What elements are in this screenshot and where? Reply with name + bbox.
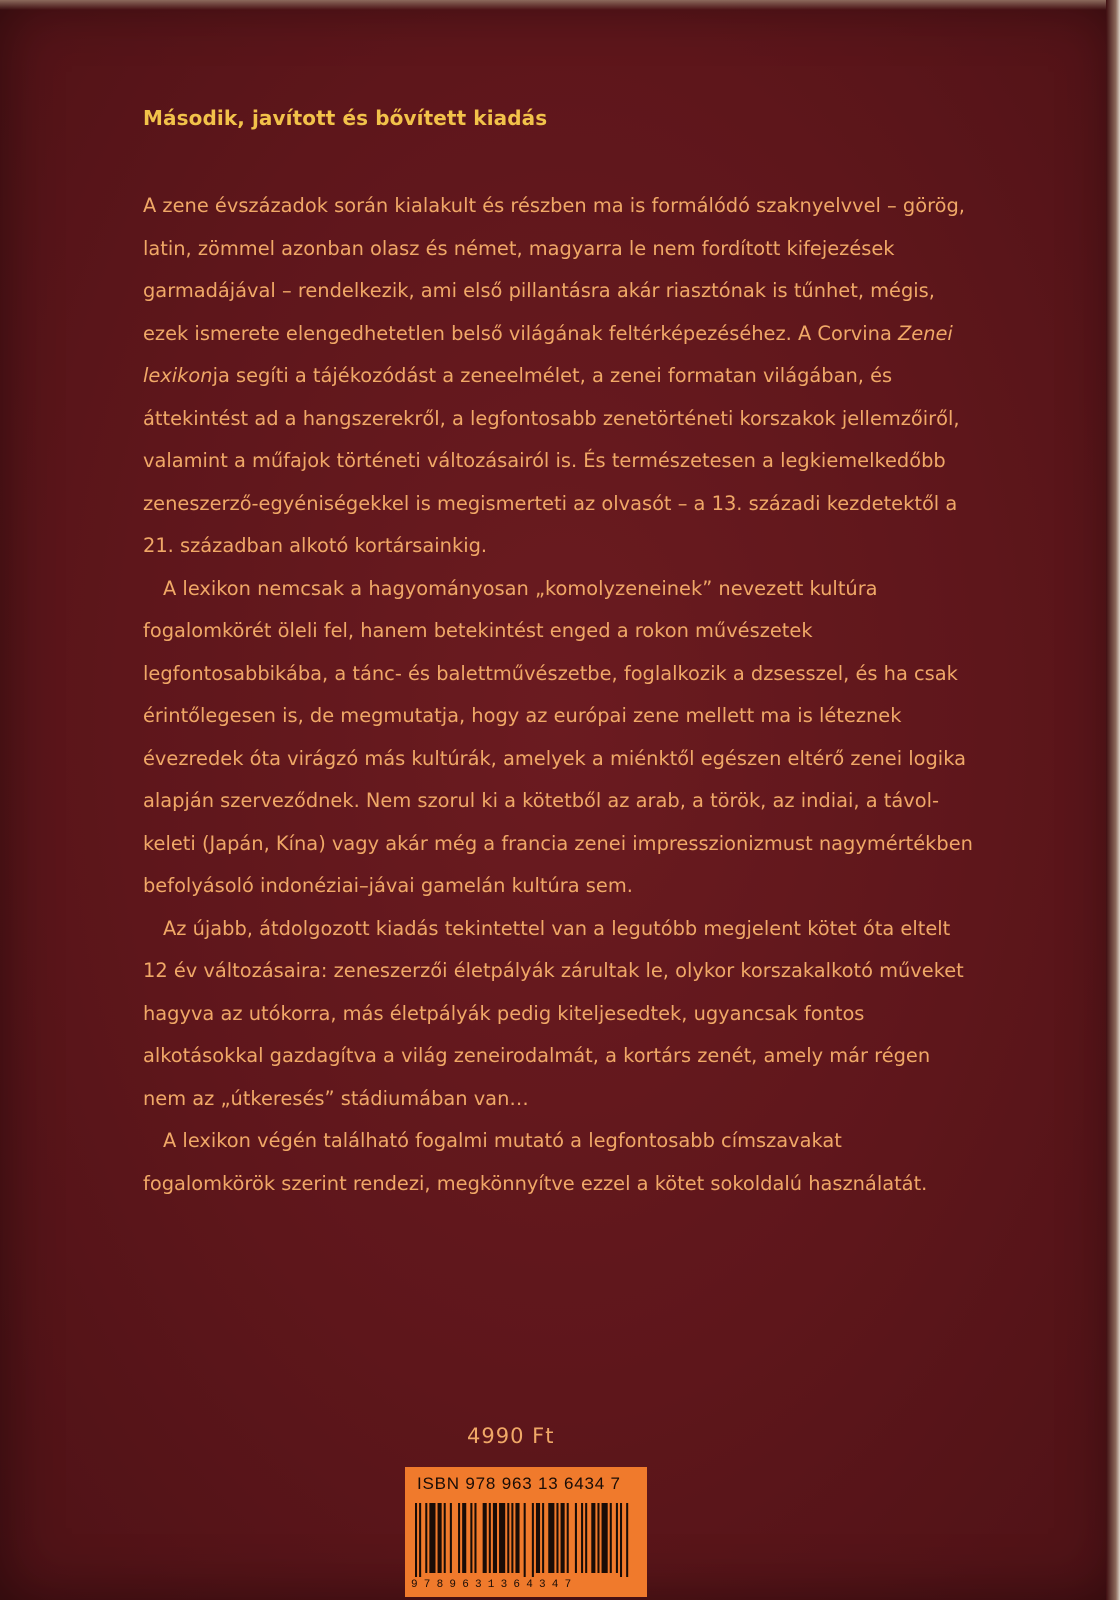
barcode-bar — [450, 1503, 452, 1573]
price-label: 4990 Ft — [467, 1424, 555, 1448]
isbn-number: ISBN 978 963 13 6434 7 — [417, 1474, 621, 1493]
barcode-bar — [444, 1503, 446, 1573]
barcode-bar — [524, 1503, 526, 1577]
barcode-bar — [536, 1503, 540, 1573]
barcode-bar — [591, 1503, 595, 1573]
barcode-bar — [548, 1503, 554, 1573]
barcode-bar — [556, 1503, 558, 1573]
barcode-bar — [483, 1503, 487, 1573]
barcode-bar — [438, 1503, 442, 1573]
lexicon-title: Zenei lexikon — [143, 321, 953, 387]
barcode-bar — [419, 1503, 421, 1577]
barcode-bar — [429, 1503, 435, 1573]
barcode-bar — [458, 1503, 460, 1573]
blurb-paragraph-2: A lexikon nemcsak a hagyományosan „komolyzeneinek” nevezett kultúra fogalomkörét öleli fel, hanem betekintést enged a rokon művészetek legfontosabbikába, a tánc- és balettművészetbe, foglalkozik a dzsesszel, és ha csak érintőlegesen is, de megmutatja, hogy az európai zene mellett ma is léteznek évezredek óta virágzó más kultúrák, amelyek a miénktől egészen eltérő zenei logika alapján szerveződnek. Nem szorul ki a kötetből az arab, a török, az indiai, a távol-keleti (Japán, Kína) vagy akár még a francia zenei impresszionizmust nagymértékben befolyásoló indonéziai–jávai gamelán kultúra sem. — [143, 576, 973, 897]
barcode-bar — [507, 1503, 509, 1573]
barcode-bar — [474, 1503, 476, 1573]
barcode-panel — [405, 1467, 647, 1597]
barcode-bar — [581, 1503, 583, 1573]
blurb-paragraph-4: A lexikon végén található fogalmi mutató a legfontosabb címszavakat fogalomkörök szerint rendezi, megkönnyítve ezzel a kötet sokoldalú használatát. — [143, 1129, 928, 1195]
barcode-bar — [511, 1503, 513, 1573]
barcode-bar — [499, 1503, 505, 1573]
barcode-bar — [489, 1503, 491, 1573]
barcode-bar — [575, 1503, 577, 1573]
barcode-bar — [597, 1503, 599, 1573]
barcode-bar — [542, 1503, 544, 1573]
cover-top-edge — [0, 0, 1120, 10]
barcode-icon — [415, 1503, 637, 1577]
barcode-bar — [462, 1503, 466, 1573]
cover-right-edge — [1106, 0, 1120, 1600]
barcode-bar — [626, 1503, 628, 1577]
barcode-bar — [532, 1503, 534, 1577]
barcode-bar — [425, 1503, 427, 1573]
barcode-bar — [493, 1503, 497, 1573]
blurb-paragraph-1: A zene évszázadok során kialakult és részben ma is formálódó szaknyelvvel – görög, latin, zömmel azonban olasz és német, magyarra le nem fordított kifejezések garmadájával – rendelkezik, ami első pillantásra akár riasztónak is tűnhet, mégis, ezek ismerete elengedhetetlen belső világának feltérképezéséhez. A Corvina Zenei lexikonja segíti a tájékozódást a zeneelmélet, a zenei formatan világában, és áttekintést ad a hangszerekről, a legfontosabb zenetörténeti korszakok jellemzőiről, valamint a műfajok történeti változásairól is. És természetesen a legkiemelkedőbb zeneszerző-egyéniségekkel is megismerteti az olvasót – a 13. századi kezdetektől a 21. században alkotó kortársainkig. — [143, 194, 965, 557]
barcode-bar — [585, 1503, 587, 1573]
barcode-bar — [620, 1503, 622, 1577]
barcode-bar — [415, 1503, 417, 1577]
barcode-bar — [567, 1503, 569, 1573]
blurb-text — [143, 185, 973, 1205]
barcode-bar — [470, 1503, 472, 1573]
barcode-bar — [602, 1503, 608, 1573]
edition-subtitle: Második, javított és bővített kiadás — [143, 106, 548, 130]
barcode-bar — [610, 1503, 612, 1573]
blurb-paragraph-3: Az újabb, átdolgozott kiadás tekintettel van a legutóbb megjelent kötet óta eltelt 12 év változásaira: zeneszerzői életpályák zárultak le, olykor korszakalkotó műveket hagyva az utókorra, más életpályák pedig kiteljesedtek, ugyancsak fontos alkotásokkal gazdagítva a világ zeneirodalmát, a kortárs zenét, amely már régen nem az „útkeresés” stádiumában van… — [143, 916, 964, 1110]
barcode-bar — [561, 1503, 565, 1573]
barcode-bar — [515, 1503, 519, 1573]
barcode-bar — [616, 1503, 618, 1573]
barcode-digits: 9789631364347 — [411, 1579, 578, 1591]
